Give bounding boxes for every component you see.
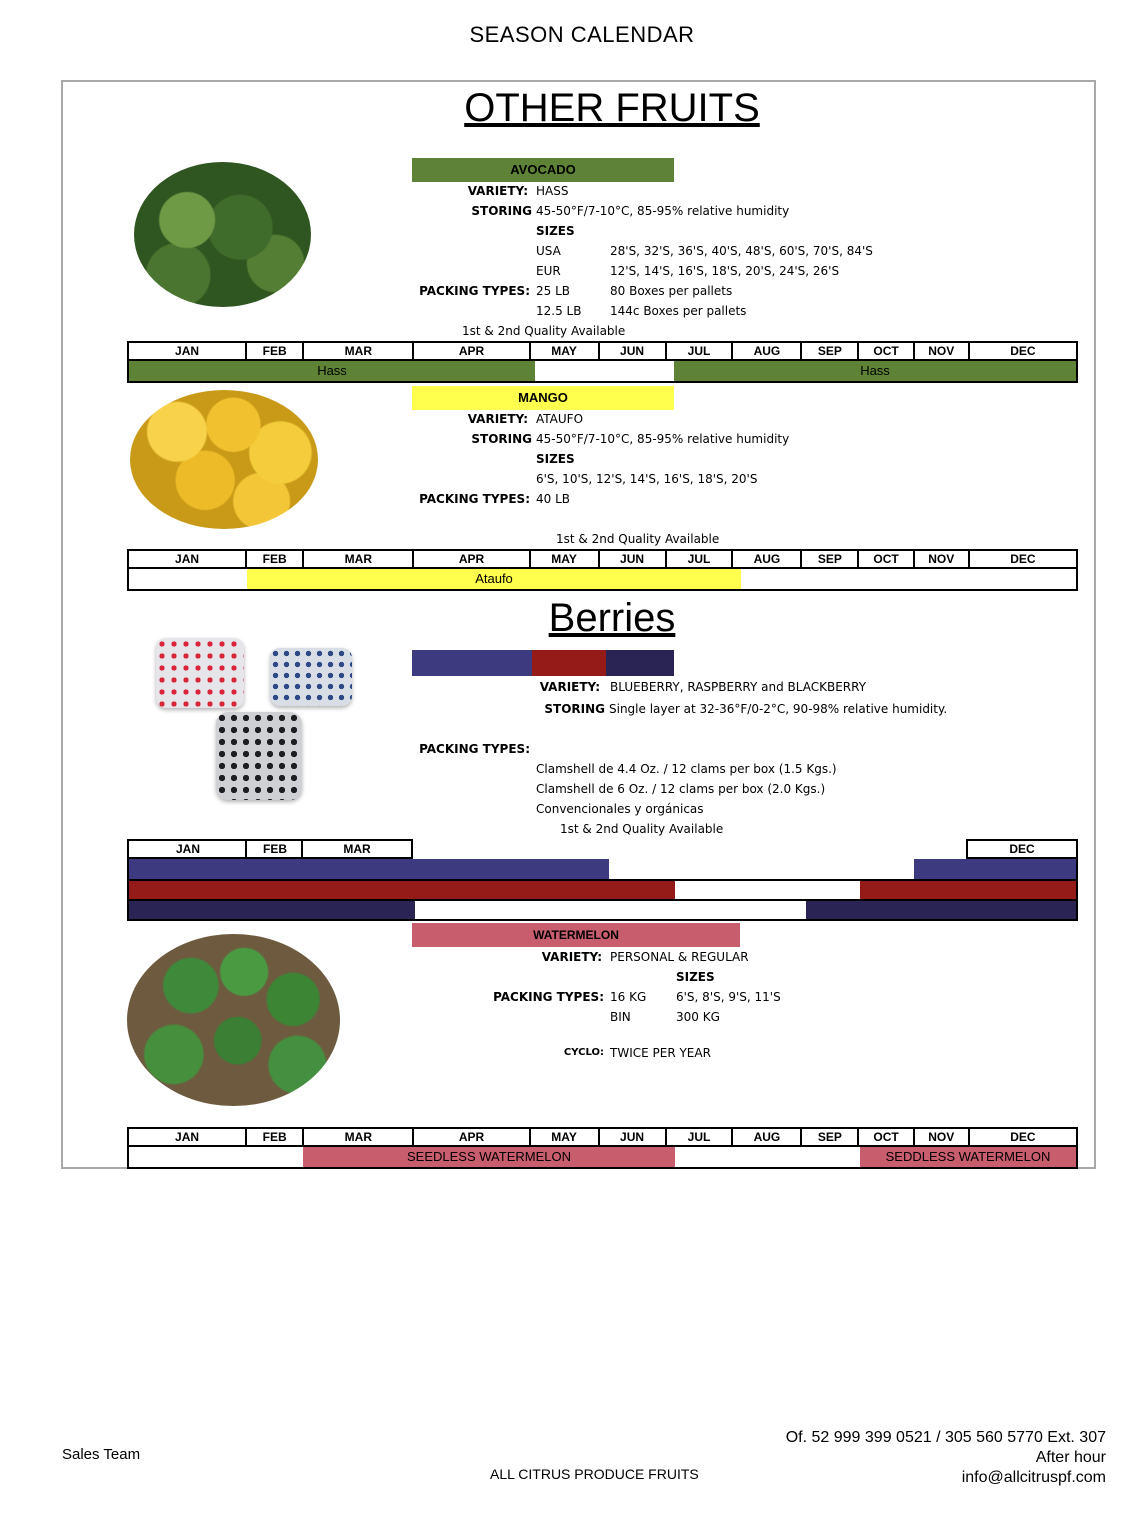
watermelon-pack1-weight: 16 KG — [610, 990, 647, 1004]
avocado-pack1-desc: 80 Boxes per pallets — [610, 284, 733, 298]
watermelon-month-sep: SEP — [800, 1127, 857, 1147]
berries-variety-label: VARIETY: — [539, 680, 600, 694]
mango-month-feb: FEB — [245, 549, 302, 569]
mango-month-oct: OCT — [857, 549, 912, 569]
avocado-eur-sizes: 12'S, 14'S, 16'S, 18'S, 20'S, 24'S, 26'S — [610, 264, 840, 278]
watermelon-month-mar: MAR — [302, 1127, 412, 1147]
mango-packing: 40 LB — [536, 492, 571, 506]
berries-month-feb: FEB — [245, 839, 303, 859]
avocado-season-bar-1: Hass — [129, 361, 535, 381]
watermelon-season-row — [127, 1147, 1078, 1169]
blackberry-season-bar-1 — [129, 901, 415, 919]
mango-variety-label: VARIETY: — [467, 412, 528, 426]
watermelon-month-jul: JUL — [665, 1127, 732, 1147]
avocado-variety: HASS — [536, 184, 569, 198]
watermelon-month-nov: NOV — [913, 1127, 968, 1147]
avocado-image — [134, 162, 311, 307]
berries-pack2: Clamshell de 6 Oz. / 12 clams per box (2.0 Kgs.) — [536, 782, 826, 796]
avocado-storing-label: STORING — [471, 204, 532, 218]
mango-month-jan: JAN — [127, 549, 245, 569]
mango-season-bar: Ataufo — [247, 569, 741, 589]
mango-header-bar: MANGO — [412, 386, 674, 410]
avocado-sizes-label: SIZES — [536, 224, 575, 238]
footer-after-hour: After hour — [1035, 1449, 1106, 1466]
avocado-month-row — [127, 341, 1078, 361]
footer-email: info@allcitruspf.com — [961, 1469, 1106, 1486]
watermelon-month-row — [127, 1127, 1078, 1147]
berries-packing-label: PACKING TYPES: — [419, 742, 530, 756]
watermelon-cyclo: TWICE PER YEAR — [610, 1046, 711, 1060]
avocado-pack2-desc: 144c Boxes per pallets — [610, 304, 747, 318]
mango-month-row — [127, 549, 1078, 569]
avocado-month-feb: FEB — [245, 341, 302, 361]
berries-season-block — [127, 859, 1078, 921]
watermelon-season-bar-2: SEDDLESS WATERMELON — [860, 1147, 1076, 1167]
avocado-month-oct: OCT — [857, 341, 912, 361]
footer-phone: Of. 52 999 399 0521 / 305 560 5770 Ext. 307 — [785, 1429, 1106, 1446]
mango-month-jun: JUN — [598, 549, 665, 569]
mango-month-dec: DEC — [968, 549, 1078, 569]
section-title-berries: Berries — [548, 596, 676, 640]
raspberry-season-bar-2 — [860, 881, 1076, 899]
mango-month-may: MAY — [529, 549, 598, 569]
mango-month-sep: SEP — [800, 549, 857, 569]
footer-sales-team: Sales Team — [62, 1446, 141, 1463]
watermelon-month-dec: DEC — [968, 1127, 1078, 1147]
watermelon-image — [127, 934, 340, 1106]
avocado-month-nov: NOV — [913, 341, 968, 361]
avocado-usa-sizes: 28'S, 32'S, 36'S, 40'S, 48'S, 60'S, 70'S, 84'S — [610, 244, 873, 258]
watermelon-month-jan: JAN — [127, 1127, 245, 1147]
watermelon-pack2-weight: 300 KG — [676, 1010, 720, 1024]
blueberry-clamshell — [270, 648, 352, 706]
avocado-month-jun: JUN — [598, 341, 665, 361]
watermelon-month-aug: AUG — [731, 1127, 800, 1147]
berries-blueberry-color-bar — [412, 650, 532, 676]
blueberry-season-bar-2 — [914, 859, 1076, 879]
watermelon-variety: PERSONAL & REGULAR — [610, 950, 749, 964]
watermelon-month-may: MAY — [529, 1127, 598, 1147]
watermelon-season-bar-1: SEEDLESS WATERMELON — [303, 1147, 675, 1167]
footer-company: ALL CITRUS PRODUCE FRUITS — [490, 1466, 699, 1482]
watermelon-variety-label: VARIETY: — [541, 950, 602, 964]
avocado-month-apr: APR — [412, 341, 528, 361]
avocado-month-mar: MAR — [302, 341, 412, 361]
blackberry-season-bar-2 — [806, 901, 1076, 919]
raspberry-clamshell — [156, 638, 244, 708]
avocado-header-bar: AVOCADO — [412, 158, 674, 182]
avocado-usa-label: USA — [536, 244, 561, 258]
mango-image — [130, 390, 318, 529]
berries-pack1: Clamshell de 4.4 Oz. / 12 clams per box (1.5 Kgs.) — [536, 762, 837, 776]
avocado-month-aug: AUG — [731, 341, 800, 361]
avocado-packing-label: PACKING TYPES: — [419, 284, 530, 298]
watermelon-packing-label: PACKING TYPES: — [493, 990, 604, 1004]
berries-month-jan: JAN — [127, 839, 247, 859]
blackberry-clamshell — [216, 712, 302, 800]
berries-blackberry-color-bar — [606, 650, 674, 676]
avocado-month-jul: JUL — [665, 341, 732, 361]
watermelon-cyclo-label: CYCLO: — [563, 1047, 604, 1058]
berries-quality: 1st & 2nd Quality Available — [560, 822, 724, 836]
avocado-month-dec: DEC — [968, 341, 1078, 361]
avocado-season-row — [127, 361, 1078, 383]
watermelon-month-jun: JUN — [598, 1127, 665, 1147]
berries-month-row — [127, 839, 1078, 859]
avocado-month-may: MAY — [529, 341, 598, 361]
blueberry-season-bar-1 — [129, 859, 609, 879]
mango-sizes: 6'S, 10'S, 12'S, 14'S, 16'S, 18'S, 20'S — [536, 472, 758, 486]
avocado-quality: 1st & 2nd Quality Available — [462, 324, 626, 338]
watermelon-month-oct: OCT — [857, 1127, 912, 1147]
watermelon-pack1-sizes: 6'S, 8'S, 9'S, 11'S — [676, 990, 781, 1004]
berries-month-dec: DEC — [966, 839, 1078, 859]
avocado-month-jan: JAN — [127, 341, 245, 361]
berries-pack3: Convencionales y orgánicas — [536, 802, 704, 816]
watermelon-pack2-label: BIN — [610, 1010, 631, 1024]
mango-variety: ATAUFO — [536, 412, 584, 426]
berries-month-mar: MAR — [301, 839, 413, 859]
mango-storing-label: STORING — [471, 432, 532, 446]
berries-raspberry-color-bar — [532, 650, 606, 676]
avocado-storing: 45-50°F/7-10°C, 85-95% relative humidity — [536, 204, 790, 218]
watermelon-month-feb: FEB — [245, 1127, 302, 1147]
watermelon-month-apr: APR — [412, 1127, 528, 1147]
mango-packing-label: PACKING TYPES: — [419, 492, 530, 506]
mango-month-nov: NOV — [913, 549, 968, 569]
berries-variety: BLUEBERRY, RASPBERRY and BLACKBERRY — [610, 680, 867, 694]
mango-season-row — [127, 569, 1078, 591]
mango-month-jul: JUL — [665, 549, 732, 569]
mango-storing: 45-50°F/7-10°C, 85-95% relative humidity — [536, 432, 790, 446]
page-title: SEASON CALENDAR — [469, 22, 695, 47]
mango-month-apr: APR — [412, 549, 528, 569]
watermelon-sizes-label: SIZES — [676, 970, 715, 984]
avocado-pack1-weight: 25 LB — [536, 284, 571, 298]
section-title-other-fruits: OTHER FRUITS — [464, 86, 760, 130]
berries-storing-label: STORING — [544, 702, 605, 716]
berries-image — [150, 630, 350, 805]
mango-month-mar: MAR — [302, 549, 412, 569]
raspberry-season-bar-1 — [129, 881, 675, 899]
watermelon-header-bar: WATERMELON — [412, 923, 740, 947]
avocado-variety-label: VARIETY: — [467, 184, 528, 198]
mango-quality: 1st & 2nd Quality Available — [556, 532, 720, 546]
mango-sizes-label: SIZES — [536, 452, 575, 466]
avocado-eur-label: EUR — [536, 264, 561, 278]
avocado-pack2-weight: 12.5 LB — [536, 304, 582, 318]
mango-month-aug: AUG — [731, 549, 800, 569]
avocado-season-bar-2: Hass — [674, 361, 1076, 381]
avocado-month-sep: SEP — [800, 341, 857, 361]
berries-storing: Single layer at 32-36°F/0-2°C, 90-98% relative humidity. — [609, 702, 948, 716]
